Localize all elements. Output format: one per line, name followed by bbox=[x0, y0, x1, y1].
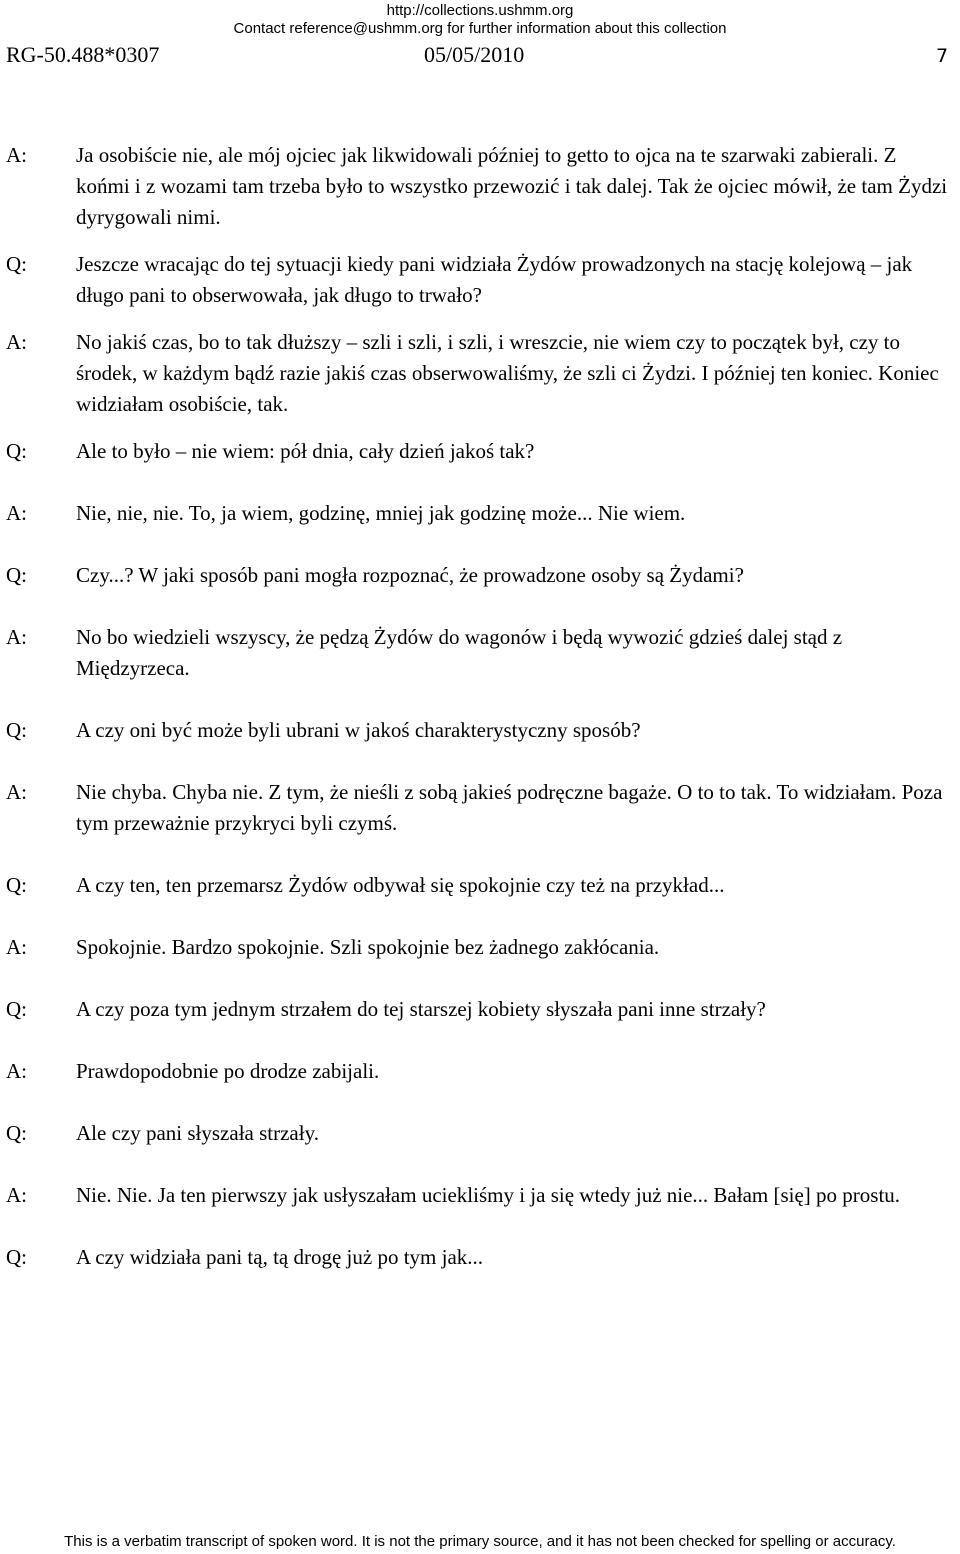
utterance-text: No bo wiedzieli wszyscy, że pędzą Żydów do wagonów i będą wywozić gdzieś dalej stąd z Międzyrzeca. bbox=[76, 625, 843, 680]
speaker-label: A: bbox=[6, 143, 27, 167]
speaker-label: A: bbox=[6, 1183, 27, 1207]
transcript-body bbox=[0, 140, 960, 1273]
transcript-entry bbox=[0, 249, 960, 311]
speaker-label: Q: bbox=[6, 718, 27, 742]
utterance-text: Ja osobiście nie, ale mój ojciec jak likwidowali później to getto to ojca na te szarwaki zabierali. Z końmi i z wozami tam trzeba było to wszystko przewozić i tak dalej. Tak że ojciec mówił, że tam Żydzi dyrygowali nimi. bbox=[76, 143, 948, 229]
speaker-label: A: bbox=[6, 330, 27, 354]
transcript-entry bbox=[0, 994, 960, 1025]
transcript-entry bbox=[0, 1118, 960, 1149]
utterance-text: Czy...? W jaki sposób pani mogła rozpoznać, że prowadzone osoby są Żydami? bbox=[76, 563, 744, 587]
speaker-label: A: bbox=[6, 780, 27, 804]
utterance-text: Jeszcze wracając do tej sytuacji kiedy pani widziała Żydów prowadzonych na stację kolejową – jak długo pani to obserwowała, jak długo to trwało? bbox=[76, 252, 913, 307]
utterance-text: Spokojnie. Bardzo spokojnie. Szli spokojnie bez żadnego zakłócania. bbox=[76, 935, 660, 959]
speaker-label: Q: bbox=[6, 873, 27, 897]
transcript-entry bbox=[0, 1242, 960, 1273]
speaker-label: Q: bbox=[6, 439, 27, 463]
speaker-label: Q: bbox=[6, 1245, 27, 1269]
footer-disclaimer: This is a verbatim transcript of spoken word. It is not the primary source, and it has not been checked for spelling or accuracy. bbox=[64, 1533, 896, 1550]
utterance-text: A czy ten, ten przemarsz Żydów odbywał się spokojnie czy też na przykład... bbox=[76, 873, 725, 897]
transcript-entry bbox=[0, 1056, 960, 1087]
utterance-text: A czy oni być może byli ubrani w jakoś charakterystyczny sposób? bbox=[76, 718, 641, 742]
speaker-label: Q: bbox=[6, 252, 27, 276]
transcript-entry bbox=[0, 560, 960, 591]
utterance-text: No jakiś czas, bo to tak dłuższy – szli i szli, i szli, i wreszcie, nie wiem czy to początek był, czy to środek, w każdym bądź razie jakiś czas obserwowaliśmy, że szli ci Żydzi. I później ten koniec. Koniec widziałam osobiście, tak. bbox=[76, 330, 939, 416]
document-date: 05/05/2010 bbox=[424, 42, 525, 67]
header-contact-line: Contact reference@ushmm.org for further information about this collection bbox=[233, 20, 727, 37]
transcript-entry bbox=[0, 870, 960, 901]
page-number: 7 bbox=[936, 45, 949, 67]
utterance-text: Prawdopodobnie po drodze zabijali. bbox=[76, 1059, 380, 1083]
speaker-label: A: bbox=[6, 625, 27, 649]
transcript-entry bbox=[0, 1180, 960, 1211]
transcript-entry bbox=[0, 498, 960, 529]
speaker-label: A: bbox=[6, 935, 27, 959]
document-id: RG-50.488*0307 bbox=[6, 42, 160, 67]
speaker-label: A: bbox=[6, 1059, 27, 1083]
utterance-text: Nie chyba. Chyba nie. Z tym, że nieśli z sobą jakieś podręczne bagaże. O to to tak. To widziałam. Poza tym przeważnie przykryci byli czymś. bbox=[76, 780, 943, 835]
transcript-entry bbox=[0, 777, 960, 839]
transcript-entry bbox=[0, 436, 960, 467]
header-url: http://collections.ushmm.org bbox=[386, 2, 574, 19]
transcript-entry bbox=[0, 327, 960, 420]
transcript-entry bbox=[0, 140, 960, 233]
transcript-entry bbox=[0, 622, 960, 684]
transcript-entry bbox=[0, 932, 960, 963]
speaker-label: Q: bbox=[6, 1121, 27, 1145]
speaker-label: A: bbox=[6, 501, 27, 525]
utterance-text: Nie, nie, nie. To, ja wiem, godzinę, mniej jak godzinę może... Nie wiem. bbox=[76, 501, 686, 525]
utterance-text: Nie. Nie. Ja ten pierwszy jak usłyszałam uciekliśmy i ja się wtedy już nie... Bałam [się] po prostu. bbox=[76, 1183, 901, 1207]
speaker-label: Q: bbox=[6, 563, 27, 587]
utterance-text: A czy poza tym jednym strzałem do tej starszej kobiety słyszała pani inne strzały? bbox=[76, 997, 766, 1021]
speaker-label: Q: bbox=[6, 997, 27, 1021]
utterance-text: Ale czy pani słyszała strzały. bbox=[76, 1121, 319, 1145]
utterance-text: A czy widziała pani tą, tą drogę już po tym jak... bbox=[76, 1245, 484, 1269]
utterance-text: Ale to było – nie wiem: pół dnia, cały dzień jakoś tak? bbox=[76, 439, 535, 463]
transcript-entry bbox=[0, 715, 960, 746]
